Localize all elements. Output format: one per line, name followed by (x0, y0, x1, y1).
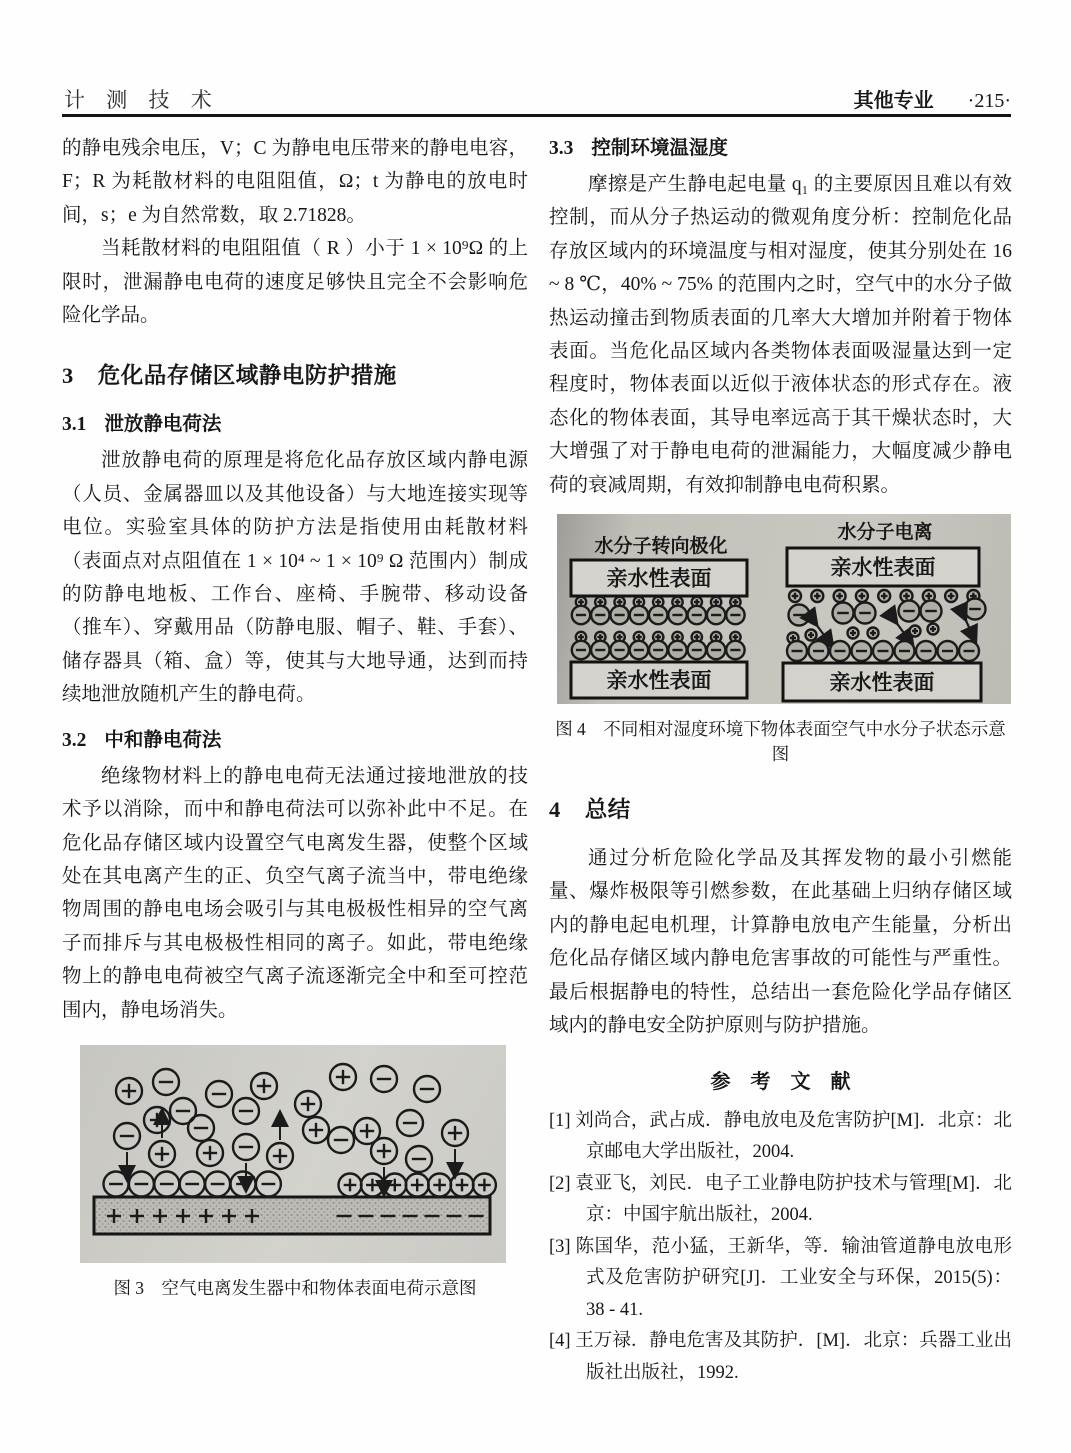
subsection-number: 3.1 (62, 414, 87, 436)
subsection-heading-3-2 (62, 724, 528, 752)
header-right-group (854, 84, 1011, 113)
header-rule (62, 114, 1011, 117)
paragraph-summary: 通过分析危险化学品及其挥发物的最小引燃能量、爆炸极限等引燃参数，在此基础上归纳存储区域内的静电起电机理，计算静电放电产生能量，分析出危化品存储区域内静电危害事故的可能性与严重性。最后根据静电的特性，总结出一套危险化学品存储区域内的静电安全防护原则与防护措施。 (549, 848, 1012, 1037)
column-right (549, 132, 1012, 1389)
figure4-water-molecule-diagram (557, 514, 1011, 704)
section-title: 总结 (584, 797, 631, 823)
subsection-title: 泄放静电荷法 (104, 413, 222, 436)
paragraph-neutralize-method: 绝缘物材料上的静电电荷无法通过接地泄放的技术予以消除，而中和静电荷法可以弥补此中不足。在危化品存储区域内设置空气电离发生器，使整个区域处在其电离产生的正、负空气离子流当中，带电绝缘物周围的静电电场会吸引与其电极极性相异的空气离子而排斥与其电极极性相同的离子。如此，带电绝缘物上的静电电荷被空气离子流逐渐完全中和至可控范围内，静电场消失。 (62, 765, 528, 1021)
column-left (62, 132, 528, 1300)
svg-text:水分子转向极化: 水分子转向极化 (594, 536, 728, 558)
svg-text:亲水性表面: 亲水性表面 (606, 567, 712, 591)
subsection-heading-3-1 (62, 408, 528, 436)
reference-item-1: [1] 刘尚合，武占成．静电放电及危害防护[M]．北京：北京邮电大学出版社，2004. (549, 1110, 1012, 1162)
header-section-label: 其他专业 (853, 90, 934, 112)
figure3-ion-diagram (80, 1045, 506, 1263)
subsection-title: 中和静电荷法 (104, 728, 222, 751)
svg-text:亲水性表面: 亲水性表面 (606, 669, 712, 693)
subsection-title: 控制环境温湿度 (591, 137, 728, 159)
svg-text:亲水性表面: 亲水性表面 (830, 556, 936, 580)
reference-item-2: [2] 袁亚飞，刘民．电子工业静电防护技术与管理[M]．北京：中国宇航出版社，2004. (549, 1173, 1012, 1225)
svg-text:水分子电离: 水分子电离 (837, 522, 933, 544)
paragraph-discharge-method: 泄放静电荷的原理是将危化品存放区域内静电源（人员、金属器皿以及其他设备）与大地连接实现等电位。实验室具体的防护方法是指使用由耗散材料（表面点对点阻值在 1 × 10⁴ ~ 1 × 10⁹ Ω 范围内）制成的防静电地板、工作台、座椅、手腕带、移动设备（推车）、穿戴用品（防静电服、帽子、鞋、手套）、储存器具（箱、盒）等，使其与大地导通，达到而持续地泄放随机产生的静电荷。 (62, 450, 528, 706)
reference-item-4: [4] 王万禄．静电危害及其防护．[M]．北京：兵器工业出版社出版社，1992. (549, 1331, 1012, 1383)
reference-item-3: [3] 陈国华，范小猛，王新华，等．输油管道静电放电形式及危害防护研究[J]．工业安全与环保，2015(5)：38 - 41. (549, 1236, 1012, 1320)
section-number: 3 (62, 363, 74, 389)
references-heading: 参 考 文 献 (710, 1070, 851, 1093)
figure4-image (557, 514, 1011, 704)
subsection-number: 3.2 (62, 729, 87, 751)
paragraph-residual-voltage: 的静电残余电压，V；C 为静电电压带来的静电电容，F；R 为耗散材料的电阻阻值，Ω；t 为静电的放电时间，s；e 为自然常数，取 2.71828。 (62, 138, 528, 226)
figure3-image (80, 1045, 506, 1263)
svg-text:亲水性表面: 亲水性表面 (829, 671, 935, 695)
paragraph-resistance-limit: 当耗散材料的电阻阻值（ R ）小于 1 × 10⁹Ω 的上限时，泄漏静电电荷的速度足够快且完全不会影响危险化学品。 (62, 238, 528, 327)
section-heading-3 (62, 358, 528, 390)
section-heading-4 (549, 792, 1012, 824)
subsection-number: 3.3 (549, 138, 574, 159)
header-journal-title: 计 测 技 术 (64, 88, 220, 112)
header-page-number: ·215· (967, 90, 1011, 112)
section-number: 4 (549, 797, 561, 823)
figure3-caption: 图 3 空气电离发生器中和物体表面电荷示意图 (113, 1277, 477, 1298)
figure4-caption: 图 4 不同相对湿度环境下物体表面空气中水分子状态示意图 (555, 719, 1006, 765)
subsection-heading-3-3 (549, 132, 1012, 160)
paragraph-humidity-control: 摩擦是产生静电起电量 q₁ 的主要原因且难以有效控制，而从分子热运动的微观角度分析：控制危化品存放区域内的环境温度与相对湿度，使其分别处在 16 ~ 8 ℃，40% ~ 75% 的范围内之时，空气中的水分子做热运动撞击到物质表面的几率大大增加并附着于物体表面。当危化品区域内各类物体表面吸湿量达到一定程度时，物体表面以近似于液体状态的形式存在。液态化的物体表面，其导电率远高于其干燥状态时，大大增强了对于静电电荷的泄漏能力，大幅度减少静电荷的衰减周期，有效抑制静电电荷积累。 (549, 174, 1012, 496)
section-title: 危化品存储区域静电防护措施 (97, 363, 397, 389)
